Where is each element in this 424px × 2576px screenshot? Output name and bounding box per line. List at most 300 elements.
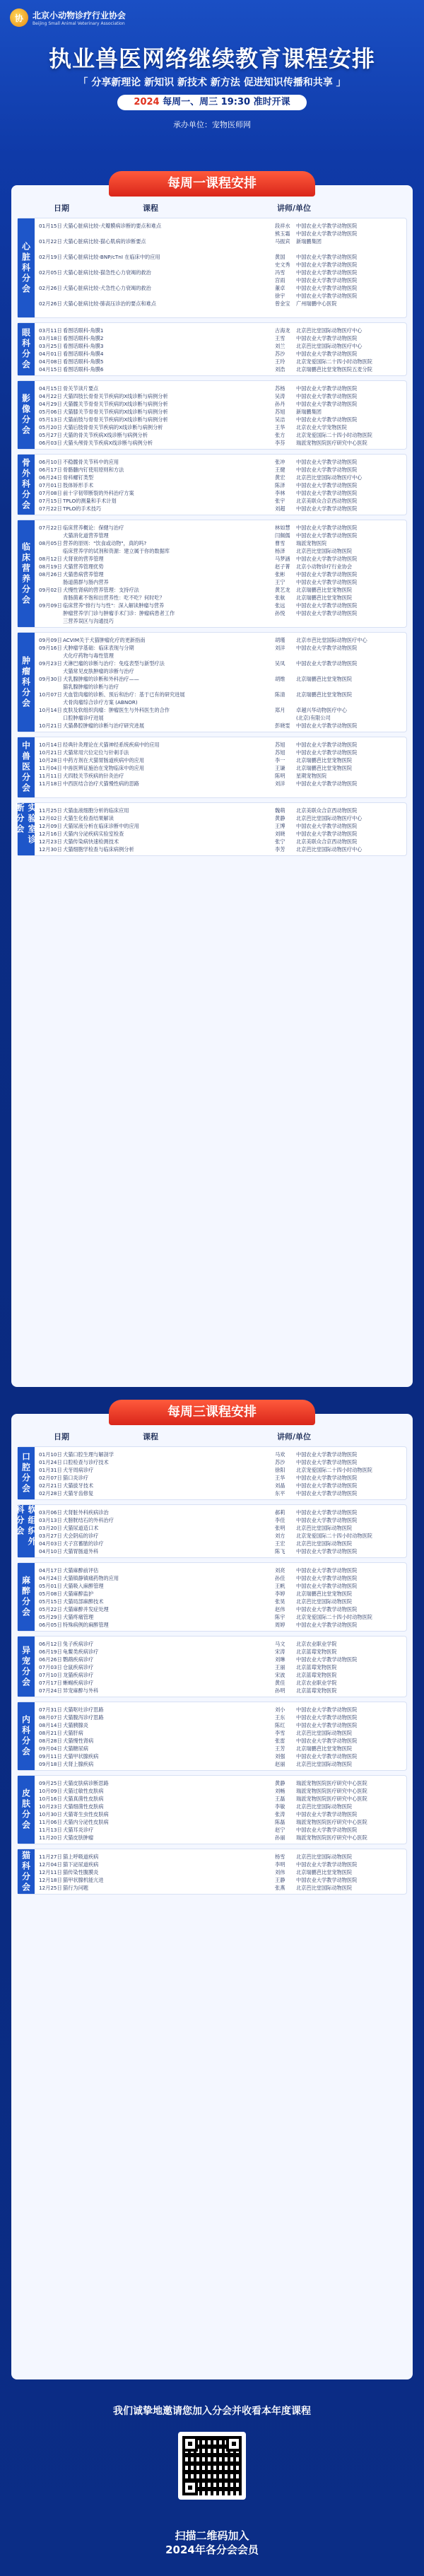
course-teacher: 王健: [275, 467, 285, 473]
section-label: 麻醉分会: [18, 1563, 35, 1631]
course-teacher: 陈宇: [275, 1614, 285, 1620]
course-unit: 中国农业大学教学动物医院: [296, 459, 358, 465]
course-row: [39, 667, 404, 675]
course-date: 05月06日: [39, 409, 62, 415]
section-label: 心脏科分会: [18, 218, 35, 317]
course-date: 08月21日: [39, 1730, 62, 1736]
course-teacher: 张燕: [275, 1885, 285, 1891]
course-teacher: 胡维: [275, 676, 285, 682]
course-row: [39, 1714, 404, 1721]
course-unit: 北京瑞鹏芭比堂宠物医院: [296, 587, 353, 593]
course-title: 犬猫肝病: [63, 1730, 83, 1736]
course-teacher: 曹雪: [275, 540, 285, 546]
course-row: [39, 838, 404, 845]
course-date: 09月02日: [39, 587, 62, 593]
course-date: 11月27日: [39, 1854, 62, 1860]
course-date: 09月18日: [39, 1761, 62, 1767]
col-date: 日期: [54, 1432, 69, 1441]
course-row: [39, 408, 404, 416]
course-row: [39, 1737, 404, 1745]
course-section: [17, 1702, 407, 1771]
page-title: 执业兽医网络继续教育课程安排: [48, 45, 375, 72]
course-unit: 中国农业大学教学动物医院: [296, 831, 358, 837]
course-date: 05月08日: [39, 1591, 62, 1597]
course-date: 01月24日: [39, 1459, 62, 1465]
course-title: 经典针灸理论在犬猫神经系统疾病中的应用: [63, 742, 160, 748]
course-unit: 中国农业大学教学动物医院: [296, 393, 358, 399]
course-title: 犬猫消化道营养管理: [63, 532, 109, 539]
course-date: 06月10日: [39, 459, 62, 465]
course-row: [39, 1868, 404, 1876]
course-row: [39, 594, 404, 602]
course-row: [39, 276, 404, 284]
course-row: [39, 1687, 404, 1694]
course-teacher: 陈泽: [275, 482, 285, 488]
course-title: 特殊病例的麻醉管理: [63, 1622, 109, 1628]
course-date: 05月29日: [39, 1614, 62, 1620]
course-row: [39, 652, 404, 660]
course-section: [17, 1636, 407, 1697]
course-unit: 中国农业大学教学动物医院: [296, 467, 358, 473]
course-unit: 中国农业大学教学动物医院: [296, 1509, 358, 1516]
course-unit: 中国农业大学教学动物医院: [296, 749, 358, 756]
course-unit: 广州瑞鹏中心医院: [296, 300, 337, 307]
course-title: 犬乳腺肿瘤的诊断和外科治疗——: [63, 676, 139, 682]
course-unit: 北京宠爱国际二十四小时动物医院: [296, 432, 372, 438]
course-row: [39, 706, 404, 714]
course-title: 三营养误区与沟通技巧: [63, 618, 114, 624]
course-teacher: 刘琳: [275, 1656, 285, 1663]
course-unit: 北京美联众合京西动物医院: [296, 498, 358, 504]
course-unit: 中国农业大学教学动物医院: [296, 532, 358, 539]
course-row: [39, 1532, 404, 1540]
course-unit: 中国农业大学教学动物医院: [296, 1459, 358, 1465]
course-row: [39, 1474, 404, 1482]
org-logo-icon: 协: [10, 8, 28, 27]
course-section: [17, 1562, 407, 1632]
course-teacher: 冯雪: [275, 269, 285, 276]
course-row: [39, 334, 404, 342]
course-unit: 中国农业大学教学动物医院: [296, 505, 358, 512]
course-date: 09月09日: [39, 602, 62, 609]
course-title: 仓鼠疾病诊疗: [63, 1664, 94, 1670]
course-teacher: 刘小: [275, 1706, 285, 1713]
course-teacher: 马文: [275, 1641, 285, 1647]
course-title: 犬猫细菌性皮肤病: [63, 1803, 104, 1810]
course-row: [39, 1760, 404, 1768]
course-unit: 中国农业大学教学动物医院: [296, 1575, 358, 1581]
course-teacher: 黄静: [275, 1780, 285, 1786]
course-teacher: 林如慧: [275, 525, 290, 531]
course-row: [39, 1745, 404, 1752]
course-row: [39, 1810, 404, 1818]
header: [0, 0, 424, 148]
course-teacher: 苏沙: [275, 1459, 285, 1465]
course-title: 犬猫慢性肾病: [63, 1738, 94, 1744]
course-title: 犬猫四肢长骨骨关节疾病的X线诊断与病例分析: [63, 393, 168, 399]
course-date: 12月16日: [39, 831, 62, 837]
course-teacher: 孙悦: [275, 610, 285, 616]
course-row: [39, 570, 404, 578]
course-date: 07月22日: [39, 525, 62, 531]
course-unit: 中国农业大学教学动物医院: [296, 571, 358, 578]
section-label: 肿瘤科分会: [18, 633, 35, 732]
course-row: [39, 780, 404, 788]
course-date: 07月10日: [39, 1672, 62, 1678]
course-row: [39, 489, 404, 497]
course-title: TPLO的测量和手术计划: [63, 498, 117, 504]
course-date: 04月17日: [39, 1567, 62, 1574]
course-unit: 中国农业大学教学动物医院: [296, 482, 358, 488]
course-date: 11月11日: [39, 773, 62, 779]
course-row: [39, 1752, 404, 1760]
course-date: 09月30日: [39, 676, 62, 682]
course-date: 05月27日: [39, 432, 62, 438]
course-date: 05月15日: [39, 1598, 62, 1605]
course-row: [39, 292, 404, 300]
course-date: 08月14日: [39, 1722, 62, 1728]
course-row: [39, 1482, 404, 1489]
course-unit: 北京芭比堂国际动物医院: [296, 1803, 353, 1810]
section-label: 异宠分会: [18, 1637, 35, 1697]
course-teacher: 董卓: [275, 285, 285, 291]
course-row: [39, 358, 404, 365]
course-teacher: 张涛: [275, 1811, 285, 1817]
course-unit: 北京芭比堂国际动物医院: [296, 1525, 353, 1531]
course-row: [39, 1547, 404, 1555]
schedule-text: 每周一、周三 19:30 准时开课: [163, 97, 290, 107]
course-unit: 中国农业大学教学动物医院: [296, 660, 358, 667]
course-date: 10月30日: [39, 1811, 62, 1817]
course-row: [39, 602, 404, 609]
wednesday-card: [11, 1414, 413, 2379]
course-teacher: 刘方: [275, 1533, 285, 1539]
course-title: 犬猫常见皮肤肿瘤的诊断与治疗: [63, 668, 134, 674]
course-teacher: 段祥水: [275, 223, 290, 229]
course-row: [39, 1605, 404, 1613]
course-title: 骨科螺钉类型: [63, 474, 94, 481]
course-title: 犬猫髋关节骨骨关节疾病的X线诊断与病例分析: [63, 401, 168, 407]
course-teacher: 李明: [275, 1861, 285, 1868]
course-unit: 中国农业大学教学动物医院: [296, 1622, 358, 1628]
course-teacher: 闫佩儒: [275, 532, 290, 539]
course-date: 08月19日: [39, 563, 62, 570]
course-teacher: 李一: [275, 757, 285, 763]
course-teacher: 王谦: [275, 765, 285, 771]
course-title: 肠道菌群与肠内营养: [63, 579, 109, 585]
course-unit: 中国农业大学教学动物医院: [296, 823, 358, 829]
course-section: [17, 632, 407, 732]
course-title: 犬猫心脏病比较-猫急性心力衰竭的救治: [63, 269, 151, 276]
course-row: [39, 532, 404, 539]
course-row: [39, 698, 404, 706]
course-teacher: 刘晓: [275, 831, 285, 837]
section-label: 影像分会: [18, 381, 35, 449]
course-title: 骨骼髓内钉使用原则和方法: [63, 467, 124, 473]
course-date: 06月12日: [39, 1641, 62, 1647]
course-teacher: 宫雨: [275, 277, 285, 283]
course-unit: 北京瑞鹏芭比堂宠物医院: [296, 1745, 353, 1752]
course-unit: 北京宠爱国际二十四小时动物医院: [296, 1533, 372, 1539]
course-unit: 瑞派宠物医院医疗研究中心医院: [296, 1796, 367, 1802]
course-teacher: 王宁: [275, 579, 285, 585]
course-teacher: 刘兰: [275, 343, 285, 349]
course-title: 犬淋巴瘤的诊断与治疗：免疫表型与新型疗法: [63, 660, 165, 667]
course-teacher: 张昊: [275, 1598, 285, 1605]
course-row: [39, 342, 404, 350]
course-row: [39, 1729, 404, 1737]
course-date: 03月06日: [39, 1509, 62, 1516]
course-title: 犬猫疼痛管理: [63, 1614, 94, 1620]
course-row: [39, 269, 404, 276]
course-date: 11月25日: [39, 807, 62, 814]
section-label: 实验室诊断分会: [18, 803, 35, 855]
course-unit: 中国农业大学教学动物医院: [296, 610, 358, 616]
course-teacher: 张冲: [275, 459, 285, 465]
organizer: 承办单位：宠物医师网: [173, 120, 251, 129]
course-row: [39, 300, 404, 308]
course-title: 猫下泌尿道疾病: [63, 1861, 99, 1868]
course-teacher: 王宏: [275, 1540, 285, 1547]
course-date: 09月23日: [39, 660, 62, 667]
course-unit: 北京芭比堂国际动物医院: [296, 1761, 353, 1767]
course-unit: 中国农业大学教学动物医院: [296, 269, 358, 276]
course-unit: 北京瑞鹏芭比堂宠物医院: [296, 595, 353, 601]
course-row: [39, 1876, 404, 1884]
course-title: 犬猫拔牙技术: [63, 1482, 94, 1489]
course-date: 03月27日: [39, 1533, 62, 1539]
course-unit: 中国农业大学教学动物医院: [296, 602, 358, 609]
course-row: [39, 714, 404, 722]
course-unit: 北京宠爱国际二十四小时动物医院: [296, 358, 372, 365]
course-teacher: 苏杨: [275, 385, 285, 392]
course-title: 不稳髋骨关节科中的应用: [63, 459, 119, 465]
course-row: [39, 1795, 404, 1803]
course-date: 08月07日: [39, 1714, 62, 1721]
course-title: 犬猫尿液分析在临床诊断中的应用: [63, 823, 139, 829]
course-date: 04月22日: [39, 393, 62, 399]
scan-line-2: 2024年各分会会员: [165, 2543, 259, 2556]
course-date: 04月01日: [39, 351, 62, 357]
course-row: [39, 1656, 404, 1663]
course-section: [17, 454, 407, 515]
course-date: 07月17日: [39, 1680, 62, 1686]
course-date: 07月31日: [39, 1706, 62, 1713]
course-unit: (北京)有限公司: [296, 715, 331, 721]
course-row: [39, 1818, 404, 1826]
course-unit: 北京芭比堂国际动物医院: [296, 1540, 353, 1547]
course-unit: 北京美联众合京西动物医院: [296, 807, 358, 814]
course-teacher: 陈明: [275, 773, 285, 779]
course-row: [39, 1884, 404, 1892]
course-teacher: 刘亮: [275, 1567, 285, 1574]
course-row: [39, 675, 404, 683]
course-title: 犬猫血液细胞分析的临床应用: [63, 807, 129, 814]
course-teacher: 张雷: [275, 1738, 285, 1744]
course-title: 犬四肢关节疾病的针灸治疗: [63, 773, 124, 779]
course-unit: 中国农业大学教学动物医院: [296, 351, 358, 357]
course-unit: 中国农业大学教学动物医院: [296, 556, 358, 562]
course-title: 口腔肿瘤诊疗进展: [63, 715, 104, 721]
qr-code[interactable]: [178, 2432, 246, 2500]
course-row: [39, 1540, 404, 1547]
course-teacher: 孙丹: [275, 401, 285, 407]
course-date: 02月26日: [39, 285, 62, 291]
course-date: 04月29日: [39, 401, 62, 407]
course-date: 05月20日: [39, 424, 62, 431]
course-unit: 北京蓝莓宠物医院: [296, 1687, 337, 1694]
course-date: 03月20日: [39, 1525, 62, 1531]
course-row: [39, 497, 404, 505]
course-teacher: 张宇: [275, 498, 285, 504]
course-date: 06月26日: [39, 1656, 62, 1663]
course-unit: 中国农业大学教学动物医院: [296, 1861, 358, 1868]
course-section: [17, 802, 407, 856]
course-date: 05月01日: [39, 1583, 62, 1589]
course-date: 03月13日: [39, 1517, 62, 1523]
course-row: [39, 660, 404, 667]
course-teacher: 王玲: [275, 358, 285, 365]
course-teacher: 古海龙: [275, 327, 290, 334]
course-date: 03月18日: [39, 335, 62, 341]
course-unit: 北京美联众合京西动物医院: [296, 838, 358, 845]
course-title: ACVIM关于犬猫肿瘤化疗的更新指南: [63, 637, 146, 643]
course-title: 犬猫传染病快速检测技术: [63, 838, 119, 845]
course-unit: 北京农业大学宠物医院: [296, 424, 347, 431]
scan-line-1: 扫描二维码加入: [175, 2529, 249, 2542]
schedule-badge: [117, 95, 307, 110]
course-teacher: 赵子菁: [275, 563, 290, 570]
course-teacher: 郑月: [275, 707, 285, 713]
course-unit: 中国农业大学教学动物医院: [296, 1827, 358, 1833]
course-title: 皮肤及软组织肉瘤：肿瘤医生与外科医生的合作: [63, 707, 170, 713]
course-row: [39, 474, 404, 481]
section-label: 皮肤分会: [18, 1776, 35, 1844]
course-teacher: 宋波: [275, 1672, 285, 1678]
course-teacher: 徐宇: [275, 293, 285, 299]
course-unit: 中国农业大学教学动物医院: [296, 1583, 358, 1589]
course-section: [17, 1446, 407, 1500]
course-row: [39, 845, 404, 853]
course-title: 犬猫镇静镇痛药物的应用: [63, 1575, 119, 1581]
course-date: 08月28日: [39, 1738, 62, 1744]
course-date: 02月28日: [39, 1490, 62, 1497]
course-date: 12月04日: [39, 1861, 62, 1868]
course-date: 04月15日: [39, 385, 62, 392]
course-row: [39, 1834, 404, 1842]
course-date: 07月03日: [39, 1664, 62, 1670]
course-title: 前十字韧带断裂的外科治疗方案: [63, 490, 134, 496]
course-date: 07月24日: [39, 1687, 62, 1694]
course-title: 犬猫麻醉并发症处理: [63, 1606, 109, 1612]
course-teacher: 王华: [275, 1475, 285, 1481]
table-header: [11, 1428, 413, 1444]
course-unit: 瑞派宠物医院医疗研究中心医院: [296, 1788, 367, 1794]
course-title: 犬猫麻醉监护: [63, 1591, 94, 1597]
course-teacher: 周婷: [275, 1622, 285, 1628]
course-row: [39, 644, 404, 652]
course-date: 04月08日: [39, 358, 62, 365]
schedule-year: 2024: [134, 97, 160, 107]
course-unit: 北京瑞鹏芭比堂宠物医院: [296, 1591, 353, 1597]
course-teacher: 黄宏: [275, 474, 285, 481]
course-unit: 中国农业大学教学动物医院: [296, 525, 358, 531]
course-row: [39, 458, 404, 466]
course-unit: 新瑞鹏集团: [296, 409, 322, 415]
course-row: [39, 1489, 404, 1497]
course-row: [39, 400, 404, 408]
course-title: 异宠麻醉与外科: [63, 1687, 99, 1694]
course-title: 犬肾上腺疾病: [63, 1761, 94, 1767]
monday-banner: 每周一课程安排: [109, 171, 315, 197]
course-row: [39, 1663, 404, 1671]
course-section: [17, 322, 407, 376]
course-teacher: 张方: [275, 432, 285, 438]
course-title: 看图话眼科-角膜5: [63, 358, 104, 365]
course-row: [39, 822, 404, 830]
course-teacher: 彭晓雯: [275, 722, 290, 729]
course-title: 犬猫心脏病比较-猫心肌病的诊断要点: [63, 238, 146, 245]
course-date: 09月04日: [39, 1745, 62, 1752]
course-teacher: 黄静: [275, 815, 285, 821]
course-title: 口腔检查与诊疗技术: [63, 1459, 109, 1465]
course-unit: 北京瑞鹏芭比堂宠物医院: [296, 691, 353, 698]
course-unit: 中国农业大学教学动物医院: [296, 230, 358, 237]
course-unit: 北京宠爱国际二十四小时动物医院: [296, 1467, 372, 1473]
course-row: [39, 238, 404, 245]
course-teacher: 杨雪: [275, 1854, 285, 1860]
course-date: 12月09日: [39, 823, 62, 829]
course-title: 犬猫心脏病比较-犬急性心力衰竭的救治: [63, 285, 151, 291]
section-label: 猫科分会: [18, 1849, 35, 1894]
course-title: 猫甲状腺机能亢进: [63, 1877, 104, 1883]
course-unit: 中国农业大学教学动物医院: [296, 1706, 358, 1713]
course-unit: 北京芭比堂国际动物医院: [296, 1730, 353, 1736]
course-teacher: 张宁: [275, 838, 285, 845]
col-teacher: 讲师/单位: [277, 204, 312, 213]
course-unit: 中国农业大学教学动物医院: [296, 223, 358, 229]
course-title: 猫行为问题: [63, 1885, 88, 1891]
course-row: [39, 392, 404, 400]
course-unit: 中国农业大学教学动物医院: [296, 277, 358, 283]
course-row: [39, 423, 404, 431]
course-unit: 北京芭比堂国际动物医疗中心: [296, 327, 363, 334]
course-teacher: 苏旭: [275, 749, 285, 756]
course-teacher: 苏旭: [275, 742, 285, 748]
col-teacher: 讲师/单位: [277, 1432, 312, 1441]
course-title: 犬猫吸入麻醉管理: [63, 1583, 104, 1589]
course-unit: 北京芭比堂国际动物医疗中心: [296, 474, 363, 481]
course-title: 犬慢性肾病的营养管理：支持疗法: [63, 587, 139, 593]
course-row: [39, 1787, 404, 1795]
course-title: 猫乳腺肿瘤的诊断与治疗: [63, 684, 119, 690]
course-unit: 北京芭比堂国际动物医院: [296, 1598, 353, 1605]
course-teacher: 陈磊: [275, 1819, 285, 1825]
course-row: [39, 261, 404, 269]
course-date: 02月07日: [39, 1475, 62, 1481]
course-row: [39, 222, 404, 230]
course-teacher: 东平: [275, 1490, 285, 1497]
course-title: 犬猫的骨关节疾病X线诊断与病例分析: [63, 432, 148, 438]
course-row: [39, 1451, 404, 1458]
course-teacher: 赵宁: [275, 1827, 285, 1833]
course-unit: 北京瑞鹏芭比堂宠物医院: [296, 765, 353, 771]
section-label: 骨外科分会: [18, 455, 35, 515]
course-unit: 北京蓝莓宠物医院: [296, 1649, 337, 1655]
course-title: 青肠菌素不饱和出营养性：吃不吃？何时吃？: [63, 595, 165, 601]
course-title: 犬猫营养管理优势: [63, 563, 104, 570]
course-title: 犬猫寄生虫性皮肤病: [63, 1811, 109, 1817]
